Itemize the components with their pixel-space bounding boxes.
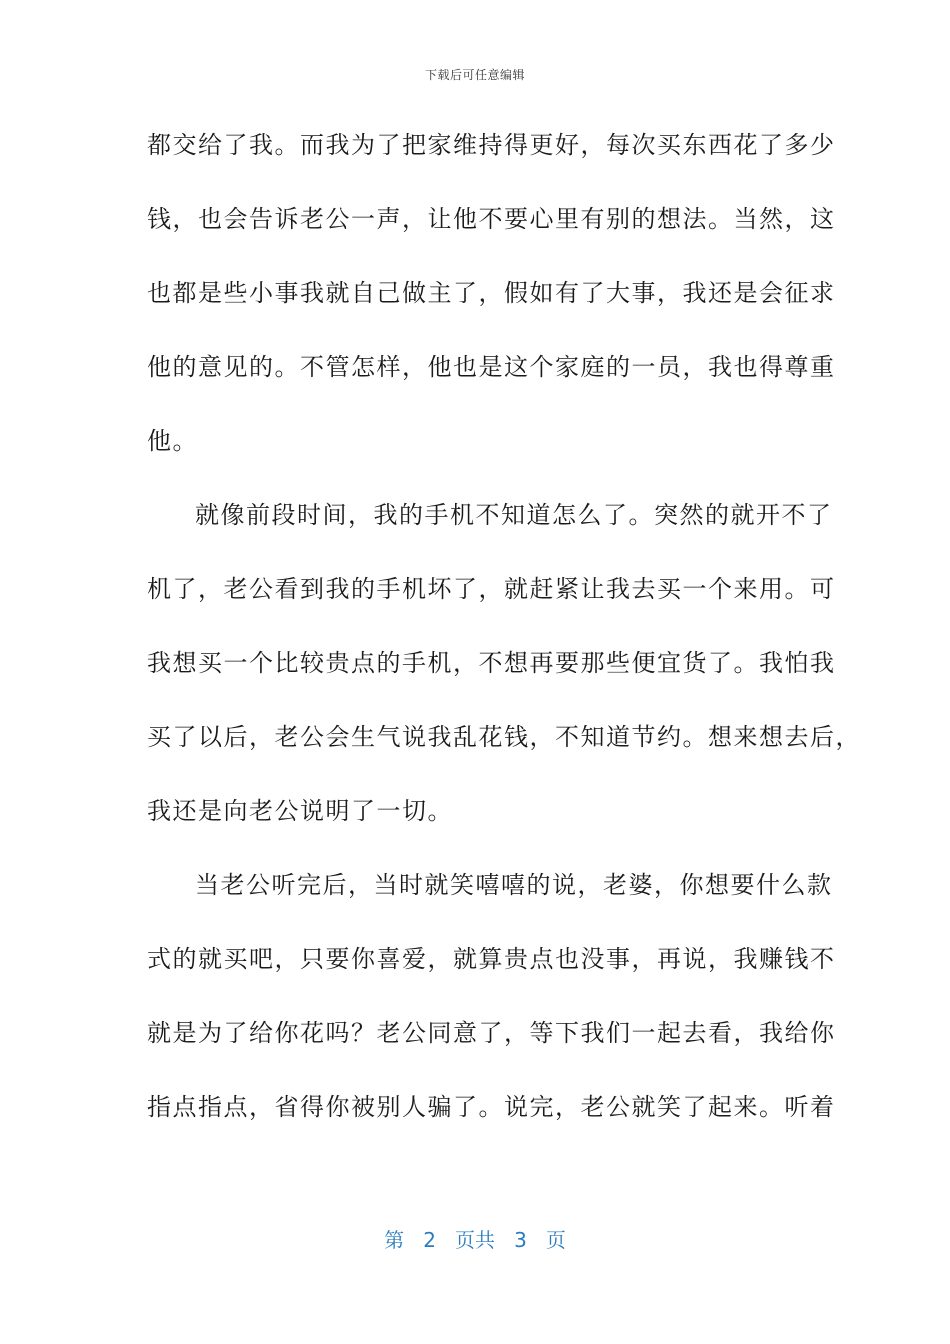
text-line: 就是为了给你花吗？老公同意了，等下我们一起去看，我给你 <box>147 1019 836 1047</box>
text-line: 都交给了我。而我为了把家维持得更好，每次买东西花了多少 <box>147 131 836 159</box>
text-line: 钱，也会告诉老公一声，让他不要心里有别的想法。当然，这 <box>147 205 836 233</box>
text-line: 他的意见的。不管怎样，他也是这个家庭的一员，我也得尊重 <box>147 353 836 381</box>
footer-middle: 页共 <box>455 1228 495 1252</box>
text-line: 也都是些小事我就自己做主了，假如有了大事，我还是会征求 <box>147 279 836 307</box>
total-pages-number: 3 <box>514 1228 527 1252</box>
page-footer <box>0 1224 950 1253</box>
current-page-number: 2 <box>423 1228 436 1252</box>
text-line: 式的就买吧，只要你喜爱，就算贵点也没事，再说，我赚钱不 <box>147 945 836 973</box>
text-line: 指点指点，省得你被别人骗了。说完，老公就笑了起来。听着 <box>147 1093 836 1121</box>
paragraph-3 <box>147 848 836 1144</box>
text-line: 当老公听完后，当时就笑嘻嘻的说，老婆，你想要什么款 <box>195 871 833 899</box>
text-line: 我想买一个比较贵点的手机，不想再要那些便宜货了。我怕我 <box>147 649 836 677</box>
paragraph-1 <box>147 108 836 478</box>
text-line: 买了以后，老公会生气说我乱花钱，不知道节约。想来想去后， <box>147 723 861 751</box>
text-line: 就像前段时间，我的手机不知道怎么了。突然的就开不了 <box>195 501 833 529</box>
text-line: 我还是向老公说明了一切。 <box>147 797 453 825</box>
paragraph-2 <box>147 478 861 848</box>
header-note: 下载后可任意编辑 <box>424 68 525 82</box>
footer-prefix: 第 <box>384 1228 405 1252</box>
document-body <box>147 108 861 1144</box>
footer-suffix: 页 <box>545 1228 566 1252</box>
text-line: 他。 <box>147 427 198 455</box>
text-line: 机了，老公看到我的手机坏了，就赶紧让我去买一个来用。可 <box>147 575 836 603</box>
